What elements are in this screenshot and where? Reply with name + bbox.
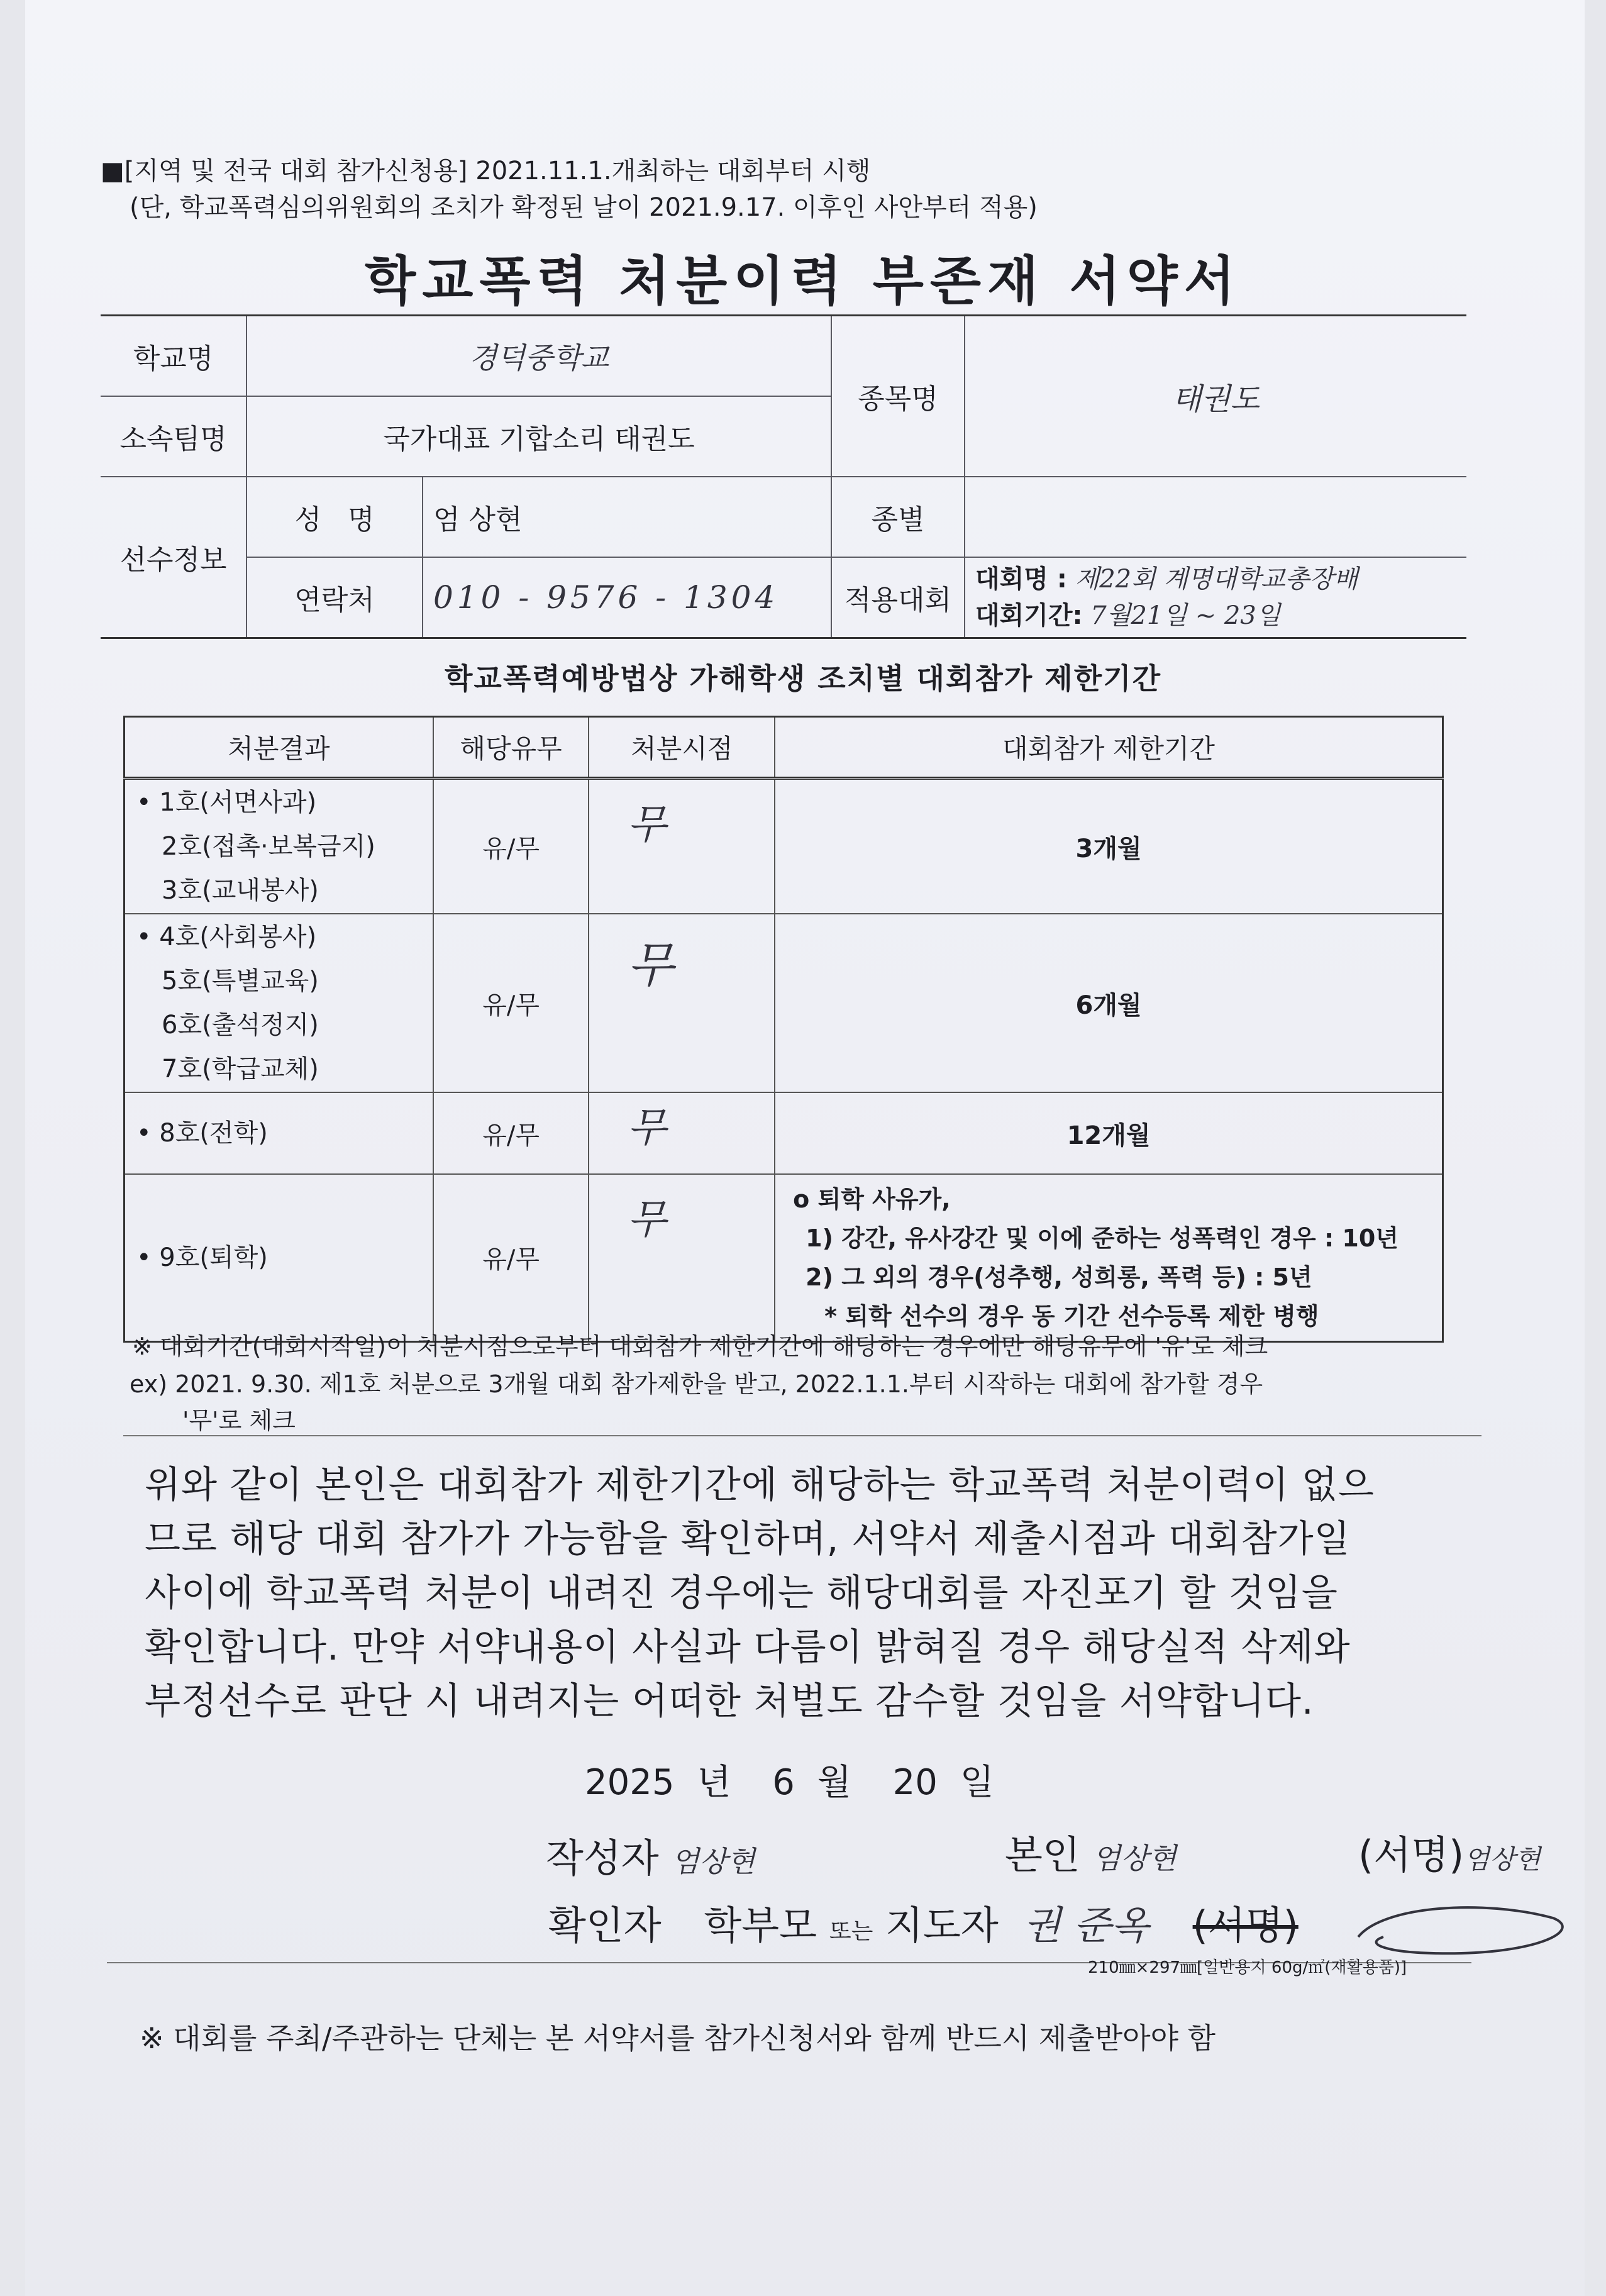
writer-signature-row: [546, 1827, 755, 1883]
period-line: 1) 강간, 유사강간 및 이에 준하는 성폭력인 경우 : 10년: [806, 1224, 1398, 1252]
applied-contest-label: 적용대회: [831, 557, 965, 638]
header-period: 대회참가 제한기간: [775, 717, 1443, 779]
athlete-info-label: 선수정보: [101, 477, 246, 638]
pledge-line: 확인합니다. 만약 서약내용이 사실과 다름이 밝혀질 경우 해당실적 삭제와: [145, 1625, 1351, 1668]
divider: [123, 1435, 1481, 1436]
contest-period-label: 대회기간:: [975, 601, 1083, 630]
result-item: • 9호(퇴학): [136, 1243, 268, 1272]
date-day-unit: 일: [960, 1762, 994, 1803]
pledge-line: 위와 같이 본인은 대회참가 제한기간에 해당하는 학교폭력 처분이력이 없으: [145, 1463, 1375, 1506]
date-year: 2025: [585, 1762, 675, 1803]
confirmer-label: 확인자: [548, 1902, 662, 1948]
date-year-unit: 년: [697, 1762, 731, 1803]
signature-scribble: [1346, 1893, 1585, 1962]
period-cell: 3개월: [775, 779, 1443, 914]
contest-name-value: 제22회 계명대학교총장배: [1075, 565, 1358, 594]
pledge-date: [585, 1755, 994, 1805]
header-applies: 해당유무: [433, 717, 589, 779]
date-month: 6: [772, 1762, 795, 1803]
timing-mark: 무: [589, 1092, 775, 1174]
sign-label: (서명): [1358, 1832, 1465, 1878]
or-label: 또는: [829, 1919, 873, 1944]
table-row: [125, 1174, 1443, 1341]
date-month-unit: 월: [817, 1762, 851, 1803]
applies-cell: 유/무: [433, 1092, 589, 1174]
category-label: 종별: [831, 477, 965, 557]
school-label: 학교명: [101, 316, 246, 397]
result-item: • 4호(사회봉사): [136, 923, 317, 951]
coach-label: 지도자: [885, 1902, 999, 1948]
table-row: [125, 914, 1443, 1092]
event-label: 종목명: [831, 316, 965, 477]
writer-label: 작성자: [546, 1835, 659, 1881]
name-value: 엄 상현: [423, 477, 831, 557]
contact-value: 010 - 9576 - 1304: [423, 557, 831, 638]
result-item: 3호(교내봉사): [162, 876, 319, 905]
contest-period-value: 7월21일 ~ 23일: [1090, 601, 1281, 630]
team-value: 국가대표 기합소리 태권도: [246, 396, 831, 477]
header-result: 처분결과: [125, 717, 433, 779]
school-value: 경덕중학교: [246, 316, 831, 397]
applies-cell: 유/무: [433, 914, 589, 1092]
team-label: 소속팀명: [101, 396, 246, 477]
applies-cell: 유/무: [433, 1174, 589, 1341]
period-cell: 12개월: [775, 1092, 1443, 1174]
date-day: 20: [892, 1762, 938, 1803]
pledge-paragraph: [145, 1458, 1465, 1728]
name-label: 성 명: [246, 477, 423, 557]
category-value: [965, 477, 1466, 557]
pledge-line: 부정선수로 판단 시 내려지는 어떠한 처벌도 감수할 것임을 서약합니다.: [145, 1679, 1314, 1722]
pledge-line: 므로 해당 대회 참가가 가능함을 확인하며, 서약서 제출시점과 대회참가일: [145, 1517, 1351, 1560]
note-line-2: ex) 2021. 9.30. 제1호 처분으로 3개월 대회 참가제한을 받고, 2022.1.1.부터 시작하는 대회에 참가할 경우: [130, 1370, 1263, 1398]
period-line: 2) 그 외의 경우(성추행, 성희롱, 폭력 등) : 5년: [806, 1263, 1312, 1291]
contest-name-label: 대회명 :: [975, 565, 1067, 594]
footer-note: ※ 대회를 주최/주관하는 단체는 본 서약서를 참가신청서와 함께 반드시 제출받아야 함: [140, 2021, 1216, 2055]
self-label: 본인: [1005, 1832, 1080, 1878]
contest-details: [965, 557, 1466, 638]
event-value: 태권도: [965, 316, 1466, 477]
contact-label: 연락처: [246, 557, 423, 638]
period-line: o 퇴학 사유가,: [793, 1185, 951, 1213]
pledge-line: 사이에 학교폭력 처분이 내려진 경우에는 해당대회를 자진포기 할 것임을: [145, 1571, 1338, 1614]
timing-mark: 무: [589, 1174, 775, 1341]
note-line-3: '무'로 체크: [182, 1407, 296, 1434]
period-cell: 6개월: [775, 914, 1443, 1092]
applicant-info-table: [101, 314, 1466, 639]
period-line: * 퇴학 선수의 경우 동 기간 선수등록 제한 병행: [824, 1302, 1319, 1330]
confirmer-row: [548, 1894, 1299, 1950]
result-cell: [125, 1174, 433, 1341]
result-item: 6호(출석정지): [162, 1011, 319, 1040]
signature: 엄상현: [1464, 1844, 1541, 1875]
header-timing: 처분시점: [589, 717, 775, 779]
sign-row: [1358, 1824, 1541, 1880]
document-title: 학교폭력 처분이력 부존재 서약서: [365, 250, 1241, 312]
expulsion-period-cell: [775, 1174, 1443, 1341]
paper-spec: 210㎜×297㎜[일반용지 60g/㎡(재활용품)]: [1088, 1958, 1407, 1977]
penalty-subtitle: 학교폭력예방법상 가해학생 조치별 대회참가 제한기간: [444, 662, 1162, 696]
result-item: 7호(학급교체): [162, 1055, 319, 1084]
header-line-1: ■[지역 및 전국 대회 참가신청용] 2021.11.1.개최하는 대회부터 시행: [101, 157, 871, 186]
result-item: • 8호(전학): [136, 1119, 268, 1148]
writer-signature: 엄상현: [671, 1844, 755, 1878]
result-item: • 1호(서면사과): [136, 788, 317, 817]
result-item: 5호(특별교육): [162, 967, 319, 995]
result-item: 2호(접촉·보복금지): [162, 832, 375, 861]
note-line-1: ※ 대회기간(대회시작일)이 처분시점으로부터 대회참가 제한기간에 해당하는 경우에만 해당유무에 '유'로 체크: [132, 1333, 1268, 1360]
timing-mark: 무: [589, 779, 775, 914]
result-cell: [125, 1092, 433, 1174]
applies-cell: 유/무: [433, 779, 589, 914]
parent-label: 학부모: [704, 1902, 817, 1948]
header-line-2: (단, 학교폭력심의위원회의 조치가 확정된 날이 2021.9.17. 이후인 사안부터 적용): [130, 193, 1038, 222]
coach-signature: 권 준옥: [1023, 1902, 1149, 1948]
table-row: [125, 1092, 1443, 1174]
penalty-table: [123, 716, 1444, 1343]
timing-mark: 무: [589, 914, 775, 1092]
result-cell: [125, 779, 433, 914]
coach-sign-label: (서명): [1192, 1902, 1299, 1948]
result-cell: [125, 914, 433, 1092]
self-signature-row: [1005, 1824, 1177, 1880]
self-signature: 엄상현: [1092, 1841, 1177, 1875]
table-row: [125, 779, 1443, 914]
